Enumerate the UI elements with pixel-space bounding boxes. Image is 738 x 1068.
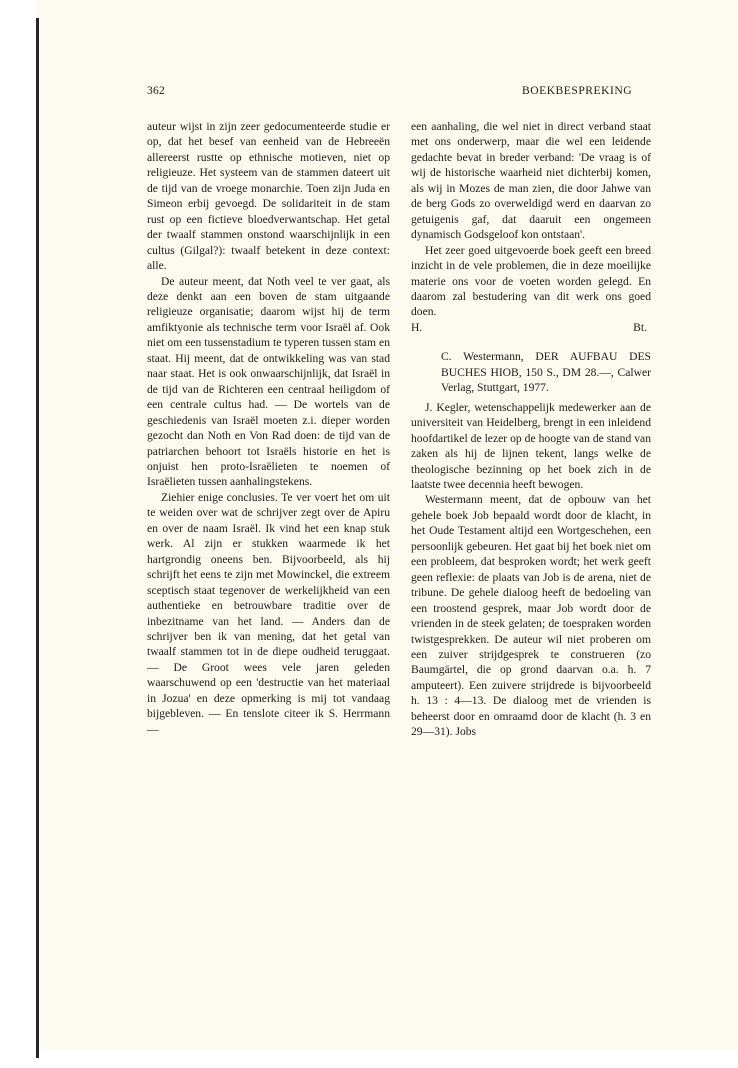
left-paragraph-2: De auteur meent, dat Noth veel te ver gaat, als deze denkt aan een boven de stam uitgaande religieuze organisatie; daarom wijst hij de term amfiktyonie als technische term voor Israël af. Ook niet om een tussenstadium te typeren tussen stam en staat. Hij meent, dat de ontwikkeling was van stad naar staat. Het is ook onwaarschijnlijk, dat Israël in de tijd van de Richteren een centraal heiligdom of een centrale cultus had. — De wortels van de geschiedenis van Israël moeten z.i. dieper worden gezocht dan Noth en Von Rad doen: de tijd van de patriarchen behoort tot Israëls historie en het is onjuist hen proto-Israëlieten te noemen of Israëlieten tussen aanhalingstekens. [147, 274, 390, 489]
right-paragraph-4: Westermann meent, dat de opbouw van het gehele boek Job bepaald wordt door de klacht, in het Oude Testament altijd een Wortgeschehen, een persoonlijk gebeuren. Het gaat bij het boek niet om een probleem, dat besproken wordt; het werk geeft geen reflexie: de plaats van Job is de arena, niet de tribune. De gehele dialoog heeft de bedoeling van een troostend gesprek, maar Job wordt door de vrienden in de steek gelaten; de toespraken worden twistgesprekken. De auteur wil niet proberen om een zuiver strijdgesprek te construeren (zo Baumgärtel, die op grond daarvan o.a. h. 7 amputeert). Een zuivere strijdrede is bijvoorbeeld h. 13 : 4—13. De dialoog met de vrienden is beheerst door en omraamd door de klacht (h. 3 en 29—31). Jobs [411, 493, 651, 739]
left-paragraph-1: auteur wijst in zijn zeer gedocumenteerde studie er op, dat het besef van eenheid van de Hebreeën allereerst rustte op ethnische motieven, niet op religieuze. Het systeem van de stammen dateert uit de tijd van de vroege monarchie. Toen zijn Juda en Simeon erbij gevoegd. De solidariteit in de stam rust op een fictieve bloedverwantschap. Het getal der twaalf stammen onstond waarschijnlijk in een cultus (Gilgal?): twaalf betekent in deze context: alle. [147, 120, 390, 273]
left-column [147, 119, 390, 737]
signature-initial: H. [411, 320, 423, 334]
right-paragraph-2: Het zeer goed uitgevoerde boek geeft een breed inzicht in de vele problemen, die in deze moeilijke materie ons voor de voeten worden gelegd. En daarom zal bestudering van dit werk ons goed doen. [411, 243, 651, 319]
binding-edge [36, 18, 39, 1058]
right-paragraph-3: J. Kegler, wetenschappelijk medewerker aan de universiteit van Heidelberg, brengt in een inleidend hoofdartikel de lezer op de hoogte van de stand van zaken als hij de lijnen tekent, langs welke de theologische bezinning op het boek zich in de laatste twee decennia heeft bewogen. [411, 400, 651, 491]
book-reference: C. Westermann, DER AUFBAU DES BUCHES HIOB, 150 S., DM 28.—, Calwer Verlag, Stuttgart, 1977. [441, 350, 651, 395]
signature-abbrev: Bt. [633, 320, 647, 334]
right-column [411, 119, 651, 740]
left-paragraph-3: Ziehier enige conclusies. Te ver voert het om uit te weiden over wat de schrijver zegt over de Apiru en over de naam Israël. Ik vind het een knap stuk werk. Al zijn er stukken waarmede ik het hartgrondig oneens ben. Bijvoorbeeld, als hij schrijft het eens te zijn met Mowinckel, die extreem sceptisch staat tegenover de werkelijkheid van een authentieke en betrouwbare traditie over de inbezitname van het land. — Anders dan de schrijver ben ik van mening, dat het getal van twaalf stammen tot in de diepe oudheid teruggaat. — De Groot wees vele jaren geleden waarschuwend op een 'destructie van het materiaal in Jozua' en deze opmerking is mij tot vandaag bijgebleven. — En tenslote citeer ik S. Herrmann — [147, 490, 390, 736]
right-paragraph-1: een aanhaling, die wel niet in direct verband staat met ons onderwerp, maar die wel een leidende gedachte bevat in breder verband: 'De vraag is of wij de historische waarheid niet dichterbij komen, als wij in Mozes de man zien, die door Jahwe van de berg Gods zo overweldigd werd en daarvan zo getuigenis gaf, dat daaruit een ongemeen dynamisch Godsgeloof kon ontstaan'. [411, 120, 651, 242]
running-title: BOEKBESPREKING [522, 84, 633, 97]
review-signature [411, 320, 651, 335]
page-number: 362 [147, 84, 165, 97]
